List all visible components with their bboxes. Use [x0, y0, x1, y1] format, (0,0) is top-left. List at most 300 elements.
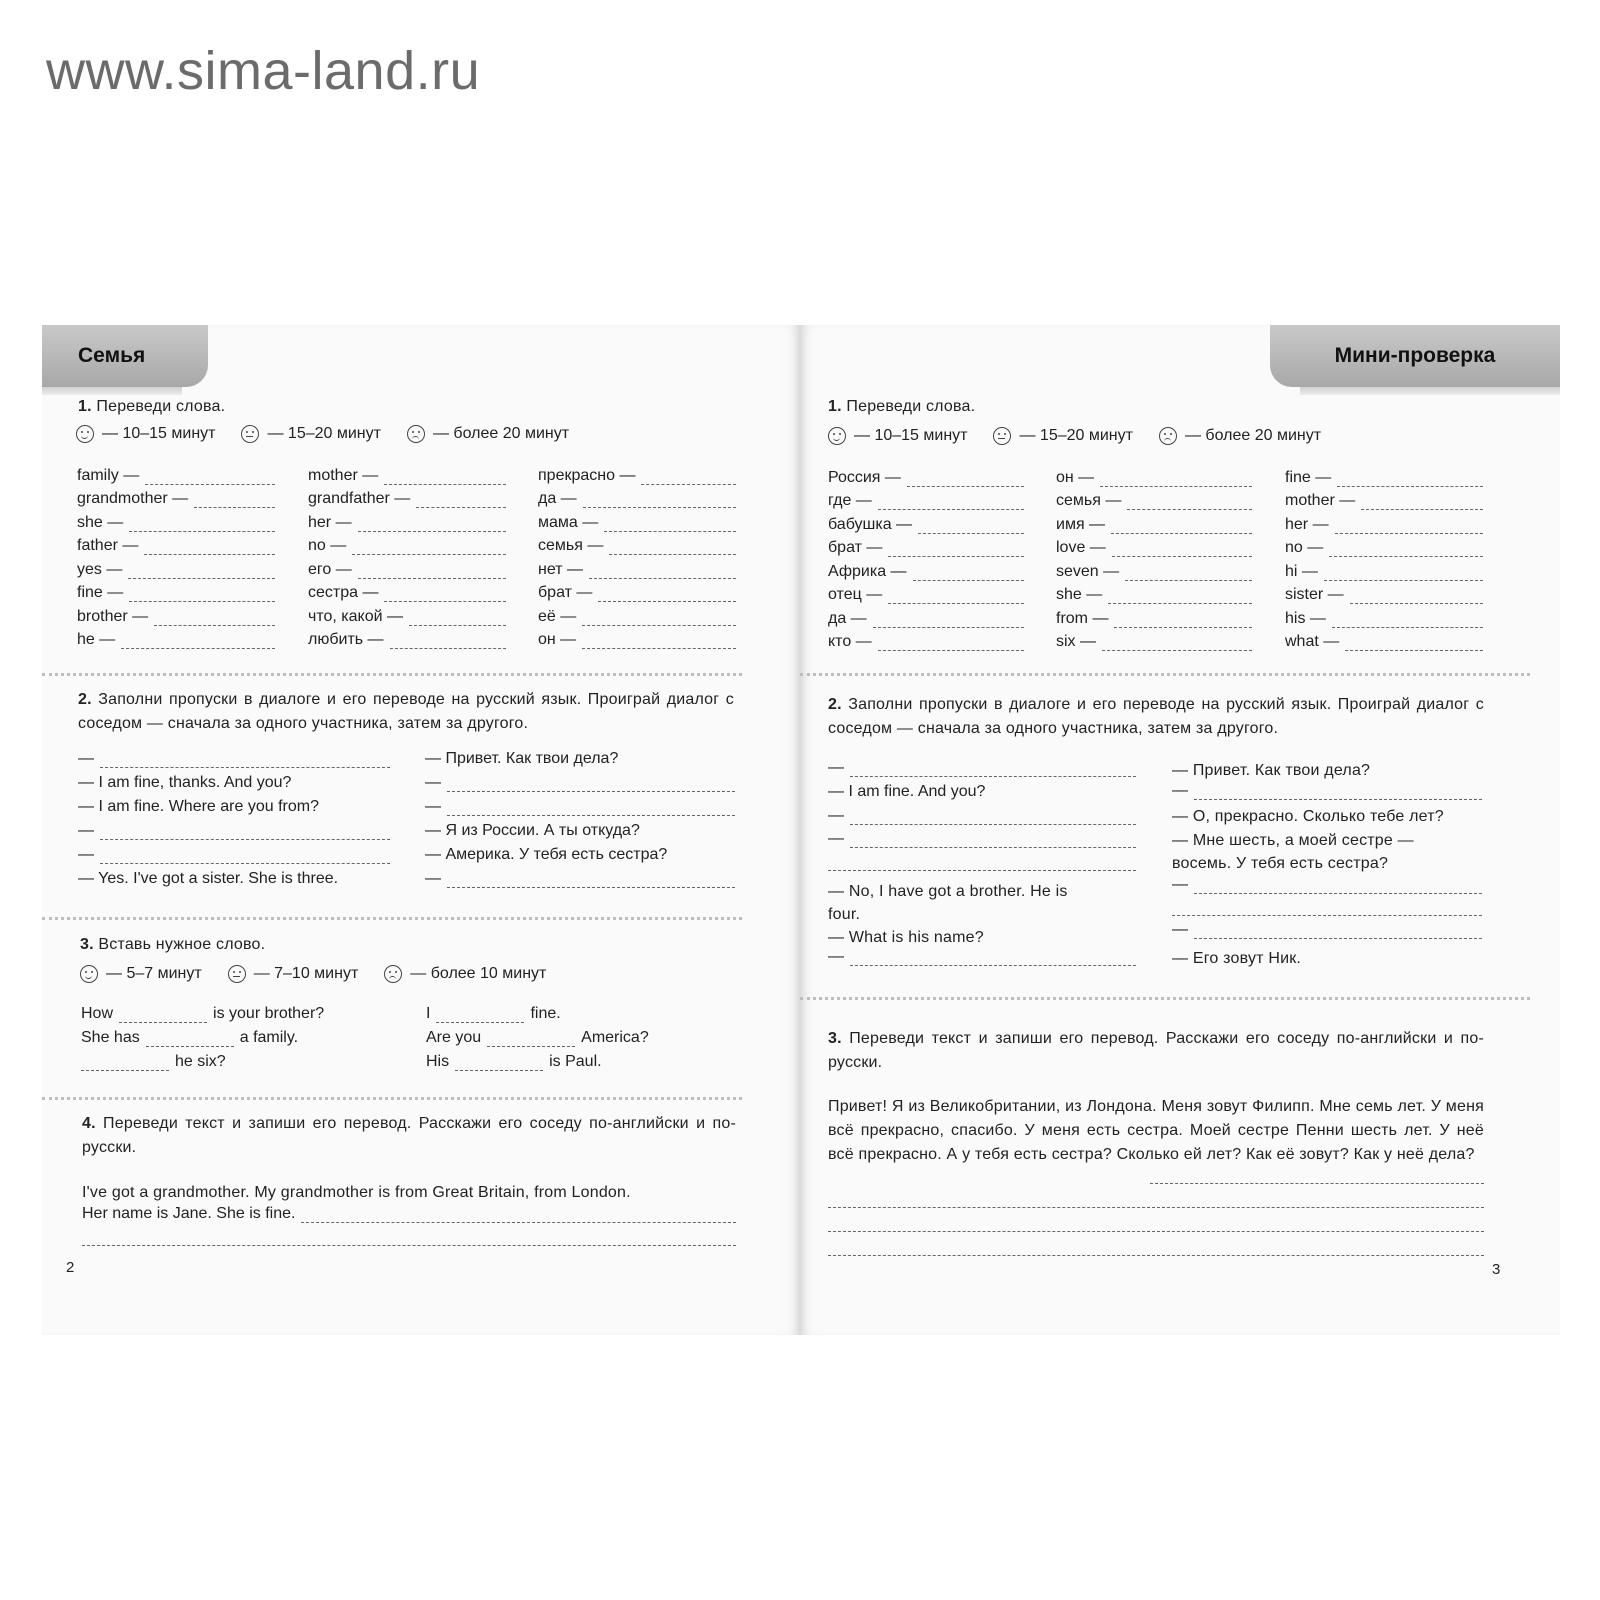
vocab-item — [538, 461, 736, 485]
task-number: 4. — [82, 1115, 96, 1132]
answer-blank[interactable] — [582, 635, 736, 649]
dialogue-line — [828, 926, 984, 950]
answer-blank[interactable] — [358, 565, 506, 579]
vocab-word: его — — [308, 560, 352, 578]
vocab-item — [77, 485, 275, 509]
answer-line[interactable] — [828, 1207, 1484, 1208]
vocab-word: fine — — [1285, 468, 1332, 486]
answer-blank[interactable] — [641, 471, 736, 485]
answer-blank[interactable] — [352, 541, 506, 555]
vocab-word: his — — [1285, 609, 1326, 627]
fill-sentence — [75, 1053, 226, 1071]
vocab-item — [1056, 534, 1252, 558]
vocab-word: он — — [538, 631, 577, 648]
vocab-word: бабушка — — [828, 515, 913, 533]
answer-blank[interactable] — [436, 1009, 524, 1023]
fill-sentence — [426, 1053, 602, 1071]
dialogue-text: — Я из России. А ты откуда? — [425, 822, 640, 839]
time-label: — 15–20 минут — [1019, 427, 1133, 444]
time-label: — более 10 минут — [410, 965, 547, 982]
vocab-item — [1056, 510, 1252, 534]
vocab-item — [828, 557, 1024, 581]
answer-blank[interactable] — [878, 637, 1024, 651]
dialogue-line — [78, 822, 390, 840]
sentence-part: Are you — [426, 1029, 482, 1046]
dialogue-text: — — [425, 798, 441, 815]
vocab-item — [1285, 487, 1483, 511]
task-number: 3. — [828, 1030, 842, 1047]
vocab-item — [828, 604, 1024, 628]
answer-blank[interactable] — [144, 541, 275, 555]
time-guide — [828, 427, 1341, 445]
task-text: Заполни пропуски в диалоге и его переводе на русский язык. Проиграй диалог с соседом — сначала за одного участника, затем за другого. — [828, 696, 1484, 737]
vocab-word: её — — [538, 607, 577, 625]
vocab-grid — [77, 461, 737, 651]
dialogue-line — [828, 783, 1136, 801]
answer-blank[interactable] — [146, 1033, 234, 1047]
vocab-item — [77, 555, 275, 579]
dialogue-text: — Yes. I've got a sister. She is three. — [78, 870, 339, 887]
dialogue — [78, 750, 738, 900]
passage — [828, 1095, 1484, 1167]
vocab-item — [538, 626, 736, 650]
vocab-word: он — — [1056, 468, 1095, 486]
dialogue-line — [78, 846, 390, 864]
vocab-item — [308, 602, 506, 626]
passage-text: Her name is Jane. She is fine. — [82, 1205, 296, 1222]
task-text: Заполни пропуски в диалоге и его переводе на русский язык. Проиграй диалог с соседом — сначала за одного участника, затем за другого. — [78, 691, 734, 732]
dialogue-text: — О, прекрасно. Сколько тебе лет? — [1172, 808, 1444, 825]
dialogue-line — [78, 750, 390, 768]
vocab-item — [1285, 628, 1483, 652]
vocab-word: да — — [538, 490, 577, 507]
dialogue-line — [828, 948, 1136, 966]
answer-blank[interactable] — [873, 614, 1024, 628]
vocab-item — [308, 555, 506, 579]
sentence-part: I — [426, 1005, 431, 1022]
sentence-part: America? — [581, 1029, 649, 1046]
vocab-item — [77, 579, 275, 603]
vocab-word: mother — — [1285, 492, 1356, 509]
task-number: 3. — [80, 936, 94, 953]
dialogue-text: — What is his name? — [828, 929, 984, 946]
answer-blank[interactable] — [1108, 590, 1252, 604]
answer-blank[interactable] — [1194, 880, 1482, 894]
sad-face-icon — [407, 425, 425, 443]
vocab-item — [77, 532, 275, 556]
answer-line[interactable] — [828, 870, 1136, 871]
answer-blank[interactable] — [850, 763, 1136, 777]
answer-blank[interactable] — [447, 874, 735, 888]
answer-blank[interactable] — [81, 1057, 169, 1071]
vocab-word: no — — [308, 537, 347, 554]
vocab-item — [1056, 463, 1252, 487]
vocab-item — [538, 579, 736, 603]
dialogue-text: — — [78, 846, 94, 863]
dialogue-text: — Америка. У тебя есть сестра? — [425, 846, 668, 863]
dialogue-text: — — [828, 759, 844, 776]
answer-blank[interactable] — [384, 588, 506, 602]
answer-blank[interactable] — [1127, 496, 1252, 510]
vocab-grid — [828, 463, 1488, 653]
dialogue-text: — — [78, 822, 94, 839]
section-divider — [800, 997, 1530, 1000]
time-label: — 10–15 минут — [854, 427, 968, 444]
answer-blank[interactable] — [119, 1009, 207, 1023]
vocab-word: что, какой — — [308, 607, 403, 625]
answer-blank[interactable] — [918, 520, 1024, 534]
vocab-item — [308, 579, 506, 603]
answer-blank[interactable] — [1361, 496, 1483, 510]
task-text: Вставь нужное слово. — [98, 936, 266, 953]
answer-blank[interactable] — [455, 1057, 543, 1071]
vocab-item — [538, 485, 736, 509]
vocab-word: мама — — [538, 513, 599, 531]
vocab-word: кто — — [828, 633, 872, 650]
fill-sentence — [426, 1029, 649, 1047]
vocab-word: любить — — [308, 631, 384, 648]
fill-sentence — [81, 1029, 298, 1047]
answer-blank[interactable] — [913, 567, 1024, 581]
vocab-word: grandmother — — [77, 490, 189, 507]
dialogue-line — [828, 903, 860, 927]
dialogue-line — [828, 880, 1136, 904]
vocab-item — [828, 463, 1024, 487]
dialogue-line — [425, 774, 735, 792]
answer-blank[interactable] — [145, 471, 275, 485]
dialogue-line — [425, 822, 735, 840]
fill-sentence — [81, 1005, 324, 1023]
answer-blank[interactable] — [582, 612, 736, 626]
vocab-item — [77, 461, 275, 485]
vocab-word: love — — [1056, 539, 1106, 556]
fill-sentence — [426, 1005, 561, 1023]
dialogue-text: — — [1172, 921, 1188, 938]
task-number: 1. — [78, 398, 92, 415]
sentence-part: is Paul. — [549, 1053, 602, 1070]
vocab-word: семья — — [1056, 492, 1122, 509]
answer-blank[interactable] — [409, 612, 506, 626]
vocab-word: Россия — — [828, 468, 901, 486]
answer-blank[interactable] — [154, 612, 275, 626]
left-page — [42, 325, 800, 1335]
time-label: — 15–20 минут — [267, 425, 381, 442]
vocab-word: she — — [77, 513, 124, 531]
dialogue-text: — I am fine. Where are you from? — [78, 798, 319, 815]
vocab-item — [1056, 581, 1252, 605]
passage-text: Привет! Я из Великобритании, из Лондона. Меня зовут Филипп. Мне семь лет. У меня всё прекрасно, спасибо. У меня есть сестра. Моей сестре Пенни шесть лет. У неё всё прекрасно. А у тебя есть сестра? Сколько ей лет? Как её зовут? Как у неё дела? — [828, 1098, 1484, 1163]
answer-blank[interactable] — [128, 565, 275, 579]
dialogue-line — [828, 830, 1136, 848]
vocab-word: he — — [77, 631, 116, 648]
dialogue-line — [425, 750, 735, 768]
answer-blank[interactable] — [1332, 614, 1483, 628]
answer-blank[interactable] — [850, 811, 1136, 825]
answer-blank[interactable] — [609, 541, 736, 555]
vocab-item — [308, 508, 506, 532]
answer-blank[interactable] — [589, 565, 736, 579]
dialogue-line — [78, 798, 390, 816]
sentence-part: How — [81, 1005, 114, 1022]
dialogue-text: — — [828, 830, 844, 847]
page-number: 2 — [66, 1259, 75, 1276]
sentence-part: a family. — [239, 1029, 299, 1046]
dialogue-line — [425, 846, 735, 864]
task-1-heading — [828, 395, 975, 419]
vocab-item — [77, 508, 275, 532]
vocab-item — [828, 510, 1024, 534]
answer-blank[interactable] — [1112, 543, 1252, 557]
time-label: — 10–15 минут — [102, 425, 216, 442]
vocab-word: seven — — [1056, 562, 1120, 580]
answer-blank[interactable] — [1194, 786, 1482, 800]
vocab-word: отец — — [828, 586, 883, 603]
passage-text: I've got a grandmother. My grandmother is from Great Britain, from London. — [82, 1184, 631, 1201]
answer-blank[interactable] — [850, 834, 1136, 848]
neutral-face-icon — [993, 427, 1011, 445]
dialogue-text: — Его зовут Ник. — [1172, 950, 1302, 967]
vocab-word: mother — — [308, 466, 379, 484]
dialogue-text: — I am fine, thanks. And you? — [78, 774, 292, 791]
section-tab-right — [1270, 325, 1560, 387]
task-text: Переведи текст и запиши его перевод. Расскажи его соседу по-английски и по-русски. — [828, 1030, 1484, 1071]
vocab-word: Африка — — [828, 562, 907, 580]
neutral-face-icon — [241, 425, 259, 443]
dialogue-text: — — [78, 750, 94, 767]
answer-line[interactable] — [1172, 915, 1482, 916]
dialogue-line — [1172, 782, 1482, 800]
dialogue-text: — Привет. Как твои дела? — [425, 750, 619, 767]
answer-line[interactable] — [82, 1245, 736, 1246]
sentence-part: fine. — [530, 1005, 561, 1022]
dialogue-line — [425, 798, 735, 816]
vocab-word: да — — [828, 609, 867, 627]
sentence-part: is your brother? — [213, 1005, 325, 1022]
answer-blank[interactable] — [447, 802, 735, 816]
answer-blank[interactable] — [1337, 473, 1483, 487]
dialogue-text: — — [1172, 782, 1188, 799]
dialogue-text: — No, I have got a brother. He is — [828, 883, 1068, 900]
vocab-word: father — — [77, 537, 139, 554]
dialogue-line — [1172, 876, 1482, 894]
vocab-item — [308, 461, 506, 485]
vocab-word: брат — — [828, 539, 883, 556]
dialogue-line — [828, 807, 1136, 825]
dialogue-line — [78, 870, 390, 888]
vocab-word: семья — — [538, 537, 604, 554]
vocab-column-2 — [308, 461, 506, 649]
dialogue-line — [1172, 829, 1414, 853]
dialogue-text: four. — [828, 906, 861, 923]
answer-blank[interactable] — [194, 494, 275, 508]
vocab-item — [308, 485, 506, 509]
time-label: — более 20 минут — [432, 425, 570, 442]
task-text: Переведи слова. — [846, 398, 976, 415]
happy-face-icon — [80, 965, 98, 983]
vocab-word: fine — — [77, 584, 124, 601]
sentence-part: he six? — [175, 1053, 226, 1070]
section-tab-left — [42, 325, 208, 387]
task-number: 1. — [828, 398, 842, 415]
dialogue-line — [1172, 921, 1482, 939]
task-1-heading — [78, 395, 225, 419]
dialogue-text: — Привет. Как твои дела? — [1172, 762, 1371, 779]
vocab-word: имя — — [1056, 515, 1106, 533]
neutral-face-icon — [228, 965, 246, 983]
vocab-word: her — — [1285, 515, 1329, 533]
vocab-word: family — — [77, 466, 140, 484]
time-label: — 5–7 минут — [106, 965, 202, 982]
answer-blank[interactable] — [1335, 520, 1483, 534]
vocab-word: брат — — [538, 584, 593, 601]
answer-blank[interactable] — [1345, 637, 1483, 651]
vocab-item — [1056, 604, 1252, 628]
section-divider — [42, 1097, 742, 1100]
answer-blank[interactable] — [100, 850, 390, 864]
task-2-heading — [828, 693, 1484, 741]
task-2-heading — [78, 688, 734, 736]
vocab-item — [1285, 463, 1483, 487]
task-text: Переведи текст и запиши его перевод. Расскажи его соседу по-английски и по-русски. — [82, 1115, 736, 1156]
answer-blank[interactable] — [1111, 520, 1252, 534]
vocab-item — [1285, 534, 1483, 558]
vocab-column-3 — [538, 461, 736, 649]
vocab-item — [308, 532, 506, 556]
answer-blank[interactable] — [1125, 567, 1252, 581]
dialogue-text: — — [425, 870, 441, 887]
vocab-item — [77, 602, 275, 626]
vocab-word: прекрасно — — [538, 466, 636, 484]
answer-blank[interactable] — [301, 1209, 736, 1223]
vocab-item — [538, 602, 736, 626]
time-guide — [80, 965, 566, 983]
vocab-column-1 — [828, 463, 1024, 651]
answer-blank[interactable] — [888, 590, 1024, 604]
answer-blank[interactable] — [1329, 543, 1483, 557]
vocab-word: from — — [1056, 609, 1109, 627]
answer-blank[interactable] — [121, 635, 275, 649]
vocab-word: her — — [308, 513, 352, 531]
dialogue-text: — — [828, 807, 844, 824]
vocab-word: сестра — — [308, 584, 379, 601]
vocab-item — [538, 555, 736, 579]
dialogue-line — [1172, 759, 1370, 783]
section-divider — [42, 917, 742, 920]
vocab-item — [538, 508, 736, 532]
vocab-item — [77, 626, 275, 650]
task-text: Переведи слова. — [96, 398, 226, 415]
answer-blank[interactable] — [100, 754, 390, 768]
vocab-word: нет — — [538, 560, 583, 578]
dialogue-text: — — [425, 774, 441, 791]
answer-blank[interactable] — [100, 826, 390, 840]
answer-blank[interactable] — [1324, 567, 1483, 581]
answer-blank[interactable] — [888, 543, 1024, 557]
task-number: 2. — [828, 696, 842, 713]
tab-underline — [42, 387, 182, 395]
vocab-word: she — — [1056, 586, 1103, 603]
dialogue-text: — — [1172, 876, 1188, 893]
sentence-part: She has — [81, 1029, 140, 1046]
dialogue-text: — Мне шесть, а моей сестре — — [1172, 832, 1414, 849]
vocab-item — [1285, 510, 1483, 534]
vocab-word: yes — — [77, 560, 123, 578]
answer-blank[interactable] — [850, 952, 1136, 966]
happy-face-icon — [828, 427, 846, 445]
passage-line — [82, 1205, 736, 1223]
dialogue-text: — — [828, 948, 844, 965]
answer-blank[interactable] — [604, 518, 736, 532]
answer-line[interactable] — [828, 1255, 1484, 1256]
vocab-word: sister — — [1285, 586, 1344, 603]
vocab-item — [1285, 604, 1483, 628]
answer-blank[interactable] — [1100, 473, 1252, 487]
vocab-word: где — — [828, 492, 872, 509]
answer-blank[interactable] — [1350, 590, 1483, 604]
answer-blank[interactable] — [583, 494, 736, 508]
answer-blank[interactable] — [487, 1033, 575, 1047]
section-title: Мини-проверка — [1334, 344, 1496, 367]
happy-face-icon — [76, 425, 94, 443]
task-3-heading — [80, 933, 265, 957]
answer-blank[interactable] — [1114, 614, 1252, 628]
vocab-word: hi — — [1285, 562, 1318, 580]
dialogue-line — [1172, 947, 1301, 971]
answer-line[interactable] — [1150, 1183, 1484, 1184]
dialogue-text: — I am fine. And you? — [828, 783, 986, 800]
right-page — [800, 325, 1560, 1335]
answer-blank[interactable] — [907, 473, 1024, 487]
vocab-item — [1056, 628, 1252, 652]
dialogue-text: восемь. У тебя есть сестра? — [1172, 855, 1389, 872]
vocab-item — [1285, 581, 1483, 605]
dialogue-line — [828, 759, 1136, 777]
answer-blank[interactable] — [878, 496, 1024, 510]
answer-blank[interactable] — [416, 494, 506, 508]
sentence-part: His — [426, 1053, 450, 1070]
vocab-word: six — — [1056, 633, 1096, 650]
answer-blank[interactable] — [129, 588, 275, 602]
dialogue-line — [1172, 805, 1444, 829]
vocab-item — [538, 532, 736, 556]
section-title: Семья — [78, 344, 146, 367]
vocab-item — [828, 581, 1024, 605]
vocab-column-3 — [1285, 463, 1483, 651]
vocab-item — [828, 487, 1024, 511]
dialogue-line — [1172, 852, 1388, 876]
vocab-word: grandfather — — [308, 490, 411, 507]
vocab-item — [308, 626, 506, 650]
answer-line[interactable] — [828, 1231, 1484, 1232]
time-label: — 7–10 минут — [253, 965, 359, 982]
answer-blank[interactable] — [358, 518, 506, 532]
answer-blank[interactable] — [384, 471, 506, 485]
dialogue-line — [78, 774, 390, 792]
answer-blank[interactable] — [1194, 925, 1482, 939]
task-3-heading — [828, 1027, 1484, 1075]
answer-blank[interactable] — [129, 518, 275, 532]
passage-line — [82, 1181, 631, 1205]
task-4-heading — [82, 1112, 736, 1160]
answer-blank[interactable] — [390, 635, 506, 649]
vocab-word: what — — [1285, 633, 1340, 650]
section-divider — [800, 673, 1530, 676]
section-divider — [42, 673, 742, 676]
page-number: 3 — [1492, 1261, 1501, 1278]
answer-blank[interactable] — [447, 778, 735, 792]
answer-blank[interactable] — [1102, 637, 1252, 651]
answer-blank[interactable] — [598, 588, 736, 602]
